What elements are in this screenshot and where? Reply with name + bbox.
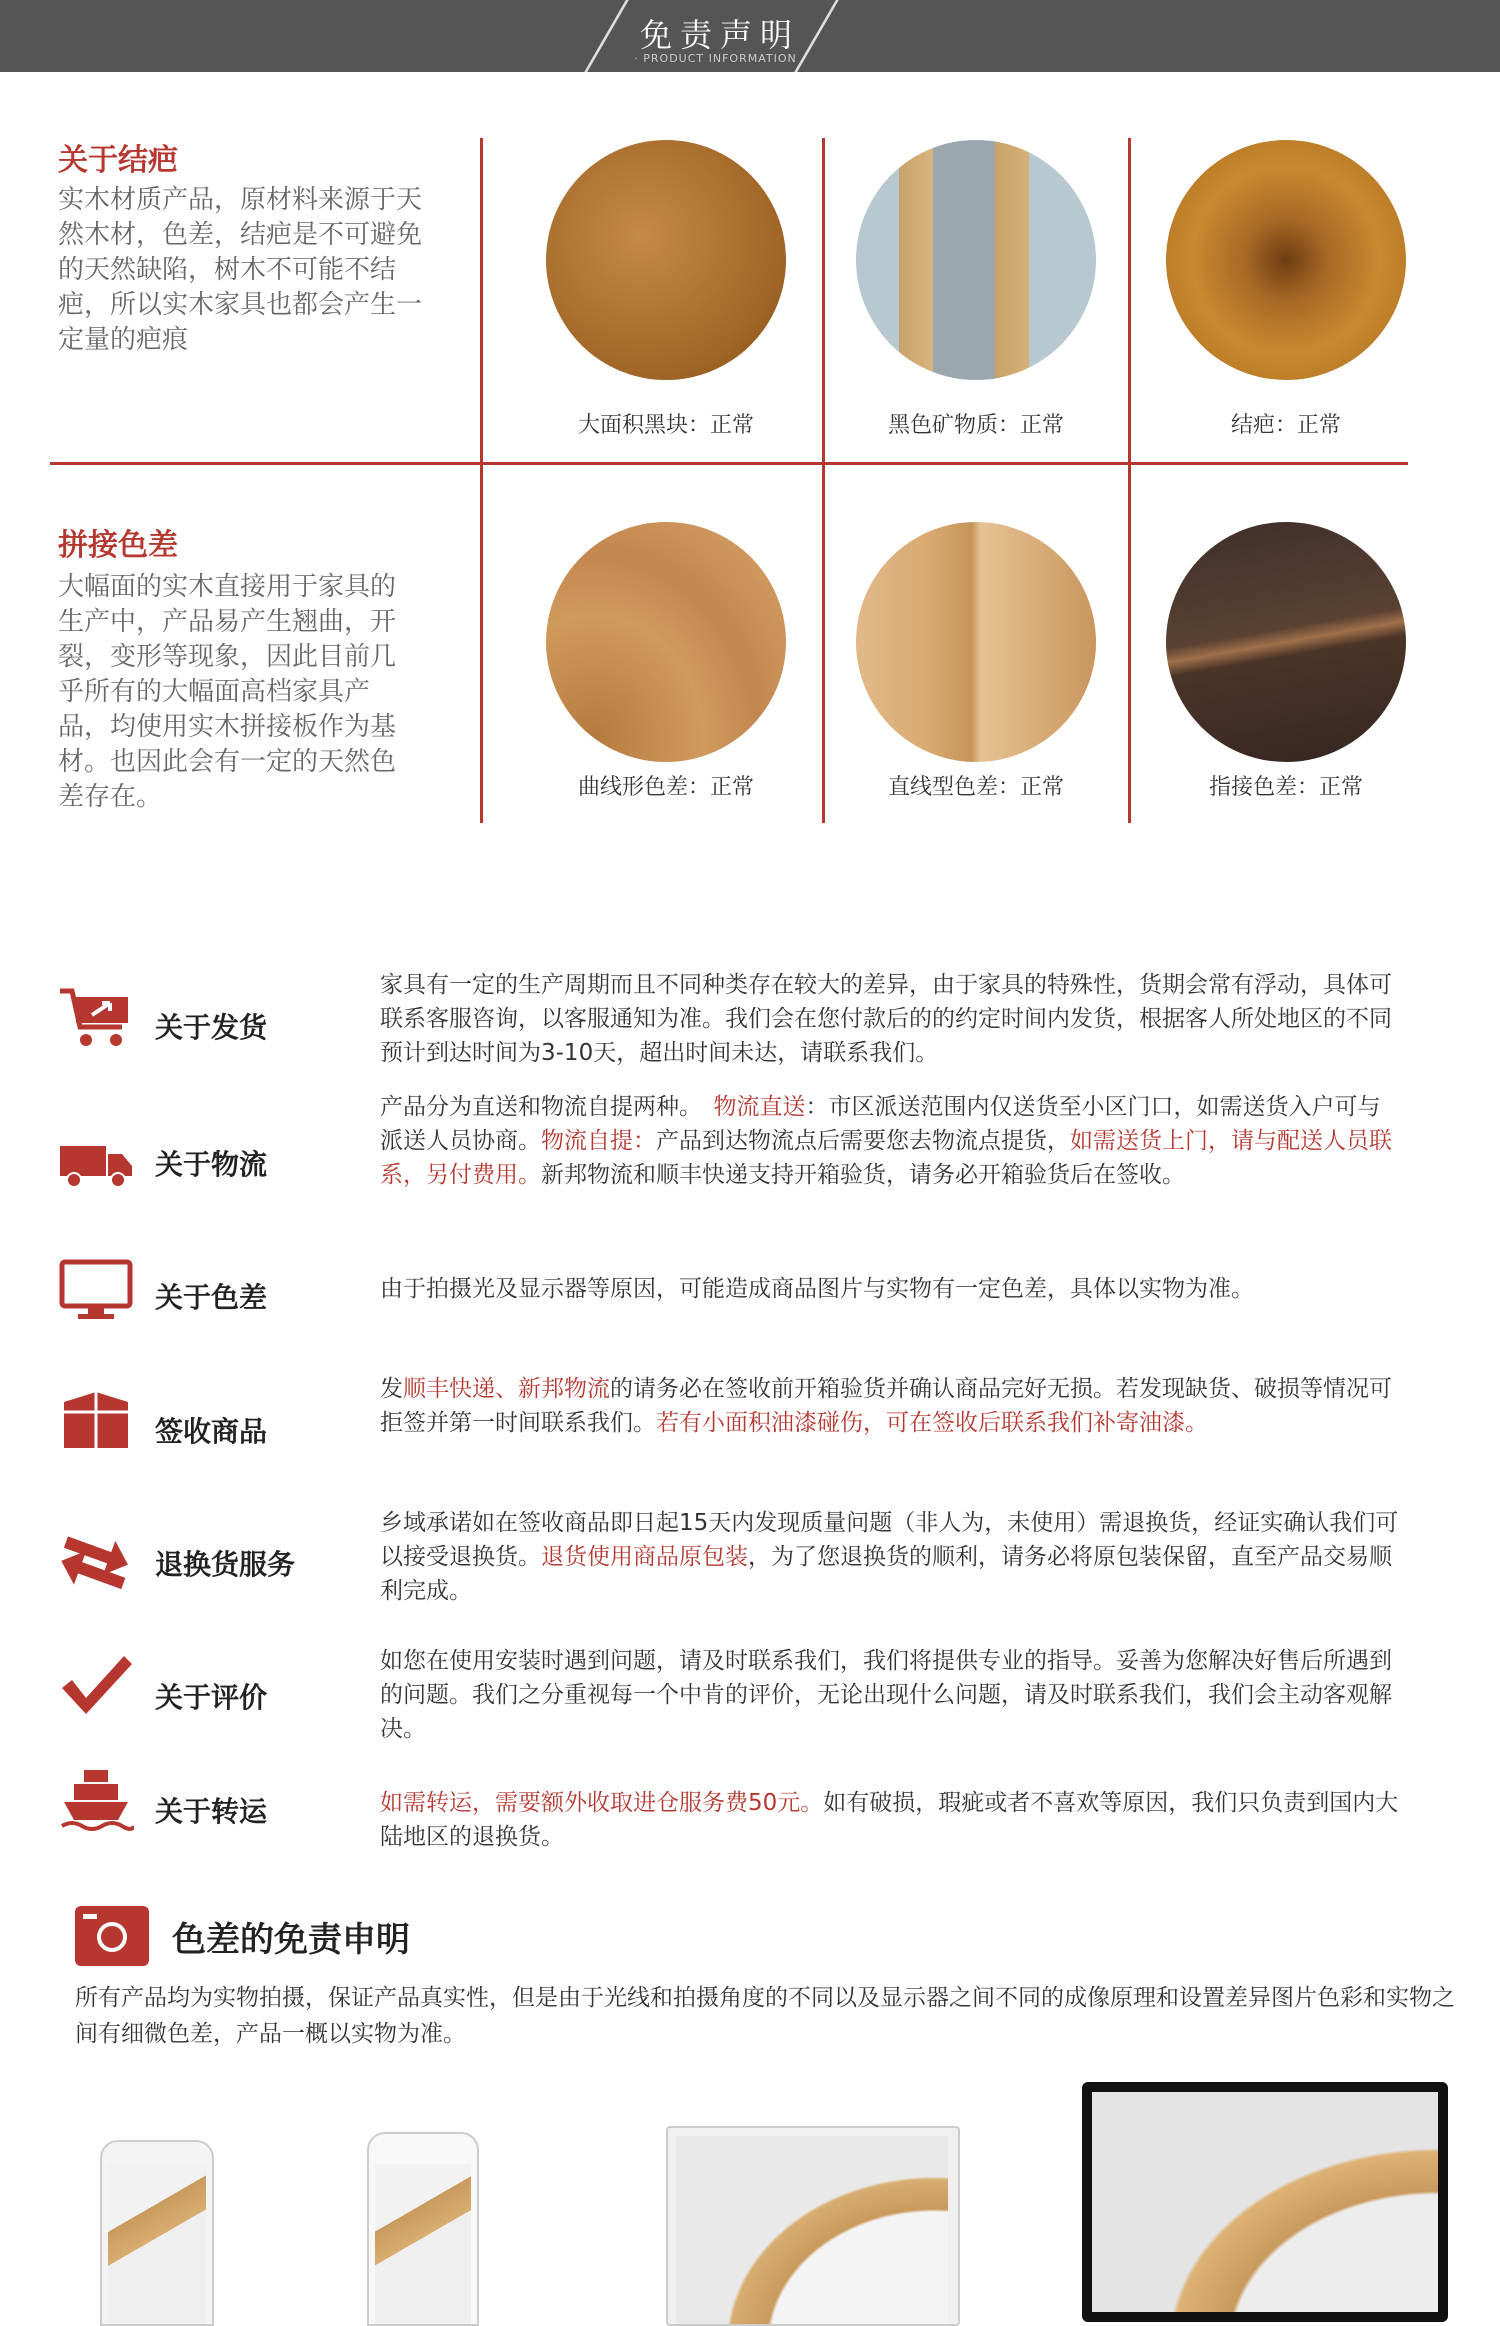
splice-title: 拼接色差 xyxy=(58,528,178,563)
page-title: 免责声明 xyxy=(639,16,800,54)
info-text-segment: 发 xyxy=(380,1376,403,1402)
chair-image xyxy=(1092,2092,1438,2322)
chair-image xyxy=(108,2164,206,2326)
caption-straight: 直线型色差：正常 xyxy=(887,775,1064,800)
truck-icon xyxy=(58,1130,134,1196)
info-text-segment: ，为了您退换货的顺利，请务必将原包装保留，直至产品交易顺利完成。 xyxy=(380,1544,1392,1604)
chair-image xyxy=(375,2164,471,2326)
wood-sample-curve xyxy=(546,522,786,762)
highlight-text: 若有小面积油漆碰伤，可在签收后联系我们补寄油漆。 xyxy=(656,1410,1208,1436)
info-text-segment: 产品分为直送和物流自提两种。 xyxy=(380,1094,714,1120)
grid-divider xyxy=(480,138,483,823)
info-text-logistics xyxy=(380,1090,1400,1192)
cart-icon xyxy=(58,985,134,1051)
info-title-shipping: 关于发货 xyxy=(155,1011,268,1044)
check-icon xyxy=(58,1652,134,1718)
info-text-segment: 由于拍摄光及显示器等原因，可能造成商品图片与实物有一定色差，具体以实物为准。 xyxy=(380,1276,1254,1302)
device-tablet xyxy=(666,2126,960,2326)
chair-image xyxy=(676,2136,948,2326)
grid-divider xyxy=(1128,138,1131,823)
highlight-text: 退货使用商品原包装 xyxy=(541,1544,748,1570)
exchange-icon xyxy=(58,1525,134,1591)
knots-body: 实木材质产品，原材料来源于天然木材，色差，结疤是不可避免的天然缺陷，树木不可能不结疤，所以实木家具也都会产生一定量的疤痕 xyxy=(58,185,423,355)
caption-knot: 结疤：正常 xyxy=(1230,413,1341,438)
info-text-receipt xyxy=(380,1372,1400,1440)
highlight-text: 物流直送 xyxy=(713,1094,806,1120)
info-text-segment: ：市区派送范围内仅送货至小区门口，如需送货入户可与派送人员协商。 xyxy=(380,1094,1381,1154)
wood-sample-knot xyxy=(1166,140,1406,380)
info-title-transfer: 关于转运 xyxy=(155,1795,268,1828)
wood-sample-finger-joint xyxy=(1166,522,1406,762)
info-title-receipt: 签收商品 xyxy=(155,1415,268,1448)
knots-title: 关于结疤 xyxy=(58,143,178,178)
info-text-shipping xyxy=(380,968,1400,1070)
info-title-reviews: 关于评价 xyxy=(155,1681,268,1714)
info-text-segment: 如有破损，瑕疵或者不喜欢等原因，我们只负责到国内大陆地区的退换货。 xyxy=(380,1790,1399,1850)
caption-black-patch: 大面积黑块：正常 xyxy=(577,413,754,438)
disclaimer-text: 所有产品均为实物拍摄，保证产品真实性，但是由于光线和拍摄角度的不同以及显示器之间不同的成像原理和设置差异图片色彩和实物之间有细微色差，产品一概以实物为准。 xyxy=(75,1985,1455,2047)
info-title-returns: 退换货服务 xyxy=(155,1548,296,1581)
info-text-reviews xyxy=(380,1644,1400,1746)
disclaimer-title: 色差的免责申明 xyxy=(172,1920,410,1960)
info-text-color xyxy=(380,1272,1400,1306)
splice-body: 大幅面的实木直接用于家具的生产中，产品易产生翘曲，开裂，变形等现象，因此目前几乎所有的大幅面高档家具产品，均使用实木拼接板作为基材。也因此会有一定的天然色差存在。 xyxy=(58,572,397,812)
wood-sample-mineral xyxy=(856,140,1096,380)
page-subtitle: · PRODUCT INFORMATION · xyxy=(634,52,806,65)
device-phone-1 xyxy=(100,2140,214,2326)
caption-mineral: 黑色矿物质：正常 xyxy=(887,413,1064,438)
monitor-icon xyxy=(58,1258,134,1324)
caption-curve: 曲线形色差：正常 xyxy=(577,775,754,800)
info-title-logistics: 关于物流 xyxy=(155,1148,268,1181)
grid-divider xyxy=(50,462,1408,465)
info-text-returns xyxy=(380,1506,1400,1608)
info-text-transfer xyxy=(380,1786,1400,1854)
info-title-color: 关于色差 xyxy=(155,1281,268,1314)
wood-sample-straight xyxy=(856,522,1096,762)
highlight-text: 如需转运，需要额外收取进仓服务费50元。 xyxy=(380,1790,824,1816)
device-phone-2 xyxy=(367,2132,479,2326)
info-text-segment: 如您在使用安装时遇到问题，请及时联系我们，我们将提供专业的指导。妥善为您解决好售后所遇到的问题。我们之分重视每一个中肯的评价，无论出现什么问题，请及时联系我们，我们会主动客观解决。 xyxy=(380,1648,1392,1742)
camera-icon xyxy=(75,1906,149,1966)
header-bar xyxy=(0,0,1500,72)
info-text-segment: 乡域承诺如在签收商品即日起15天内发现质量问题（非人为，未使用）需退换货，经证实确认我们可以接受退换货。 xyxy=(380,1510,1399,1570)
highlight-text: 物流自提： xyxy=(541,1128,656,1154)
device-monitor xyxy=(1082,2082,1448,2322)
highlight-text: 如需送货上门，请与配送人员联系，另付费用。 xyxy=(380,1128,1392,1188)
info-text-segment: 家具有一定的生产周期而且不同种类存在较大的差异，由于家具的特殊性，货期会常有浮动，具体可联系客服咨询，以客服通知为准。我们会在您付款后的的约定时间内发货，根据客人所处地区的不同预计到达时间为3-10天，超出时间未达，请联系我们。 xyxy=(380,972,1392,1066)
ship-icon xyxy=(58,1768,134,1834)
info-text-segment: 产品到达物流点后需要您去物流点提货， xyxy=(656,1128,1070,1154)
wood-sample-black-patch xyxy=(546,140,786,380)
package-icon xyxy=(58,1388,134,1454)
caption-finger-joint: 指接色差：正常 xyxy=(1208,775,1363,800)
highlight-text: 顺丰快递、新邦物流 xyxy=(403,1376,610,1402)
info-text-segment: 的请务必在签收前开箱验货并确认商品完好无损。若发现缺货、破损等情况可拒签并第一时间联系我们。 xyxy=(380,1376,1392,1436)
grid-divider xyxy=(822,138,825,823)
info-text-segment: 新邦物流和顺丰快递支持开箱验货，请务必开箱验货后在签收。 xyxy=(541,1162,1185,1188)
